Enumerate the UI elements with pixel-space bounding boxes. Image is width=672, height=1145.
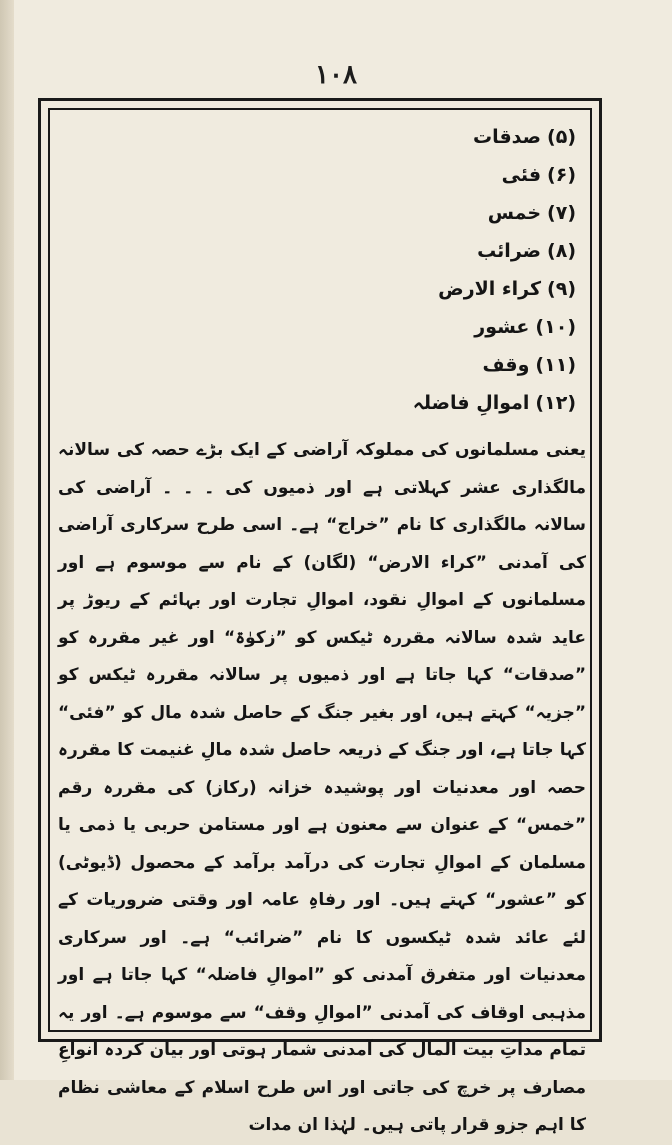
list-item-term: خمس	[487, 202, 542, 224]
revenue-list	[58, 118, 586, 422]
list-item	[58, 156, 576, 194]
list-item-term: فئی	[501, 164, 542, 186]
list-item	[58, 194, 576, 232]
list-item-number: (۹)	[547, 278, 576, 300]
list-item	[58, 232, 576, 270]
list-item-term: عشور	[474, 316, 530, 338]
book-spine	[0, 0, 14, 1080]
list-item	[58, 308, 576, 346]
list-item	[58, 346, 576, 384]
body-paragraph: یعنی مسلمانوں کی مملوکہ آراضی کے ایک بڑے حصہ کی سالانہ مالگذاری عشر کہلاتی ہے اور ذمیوں کی ۔ ۔ ۔ آراضی کی سالانہ مالگذاری کا نام ”خراج“ ہے۔ اسی طرح سرکاری آراضی کی آمدنی ”کراء الارض“ (لگان) کے نام سے موسوم ہے اور مسلمانوں کے اموالِ نقود، اموالِ تجارت اور بہائم کے ریوڑ پر عاید شدہ سالانہ مقررہ ٹیکس کو ”زکوٰۃ“ اور غیر مقررہ کو ”صدقات“ کہا جاتا ہے اور ذمیوں پر سالانہ مقررہ ٹیکس کو ”جزیہ“ کہتے ہیں، اور بغیر جنگ کے حاصل شدہ مال کو ”فئی“ کہا جاتا ہے، اور جنگ کے ذریعہ حاصل شدہ مالِ غنیمت کا مقررہ حصہ اور معدنیات اور پوشیدہ خزانہ (رکاز) کی مقررہ رقم ”خمس“ کے عنوان سے معنون ہے اور مستامن حربی یا ذمی یا مسلمان کے اموالِ تجارت کی درآمد برآمد کے محصول (ڈیوٹی) کو ”عشور“ کہتے ہیں۔ اور رفاہِ عامہ اور وقتی ضروریات کے لئے عائد شدہ ٹیکسوں کا نام ”ضرائب“ ہے۔ اور سرکاری معدنیات اور متفرق آمدنی کو ”اموالِ فاضلہ“ کہا جاتا ہے اور مذہبی اوقاف کی آمدنی ”اموالِ وقف“ سے موسوم ہے۔ اور یہ تمام مداتِ بیت المال کی آمدنی شمار ہوتی اور بیان کردہ انواعِ مصارف پر خرچ کی جاتی اور اس طرح اسلام کے معاشی نظام کا اہم جزو قرار پاتی ہیں۔ لہٰذا ان مدات	[58, 440, 586, 1135]
list-item-number: (۱۲)	[535, 392, 576, 414]
list-item	[58, 384, 576, 422]
list-item	[58, 270, 576, 308]
page-content	[58, 118, 586, 1135]
page-number: ۱۰۸	[315, 60, 357, 90]
list-item-term: ضرائب	[477, 240, 542, 262]
list-item-term: وقف	[482, 354, 530, 376]
list-item-number: (۵)	[547, 126, 576, 148]
list-item-term: اموالِ فاضلہ	[412, 392, 530, 414]
list-item-term: صدقات	[473, 126, 542, 148]
list-item	[58, 118, 576, 156]
list-item-number: (۸)	[547, 240, 576, 262]
list-item-number: (۷)	[547, 202, 576, 224]
list-item-number: (۱۰)	[535, 316, 576, 338]
list-item-number: (۶)	[547, 164, 576, 186]
list-item-number: (۱۱)	[535, 354, 576, 376]
list-item-term: کراء الارض	[438, 278, 542, 300]
